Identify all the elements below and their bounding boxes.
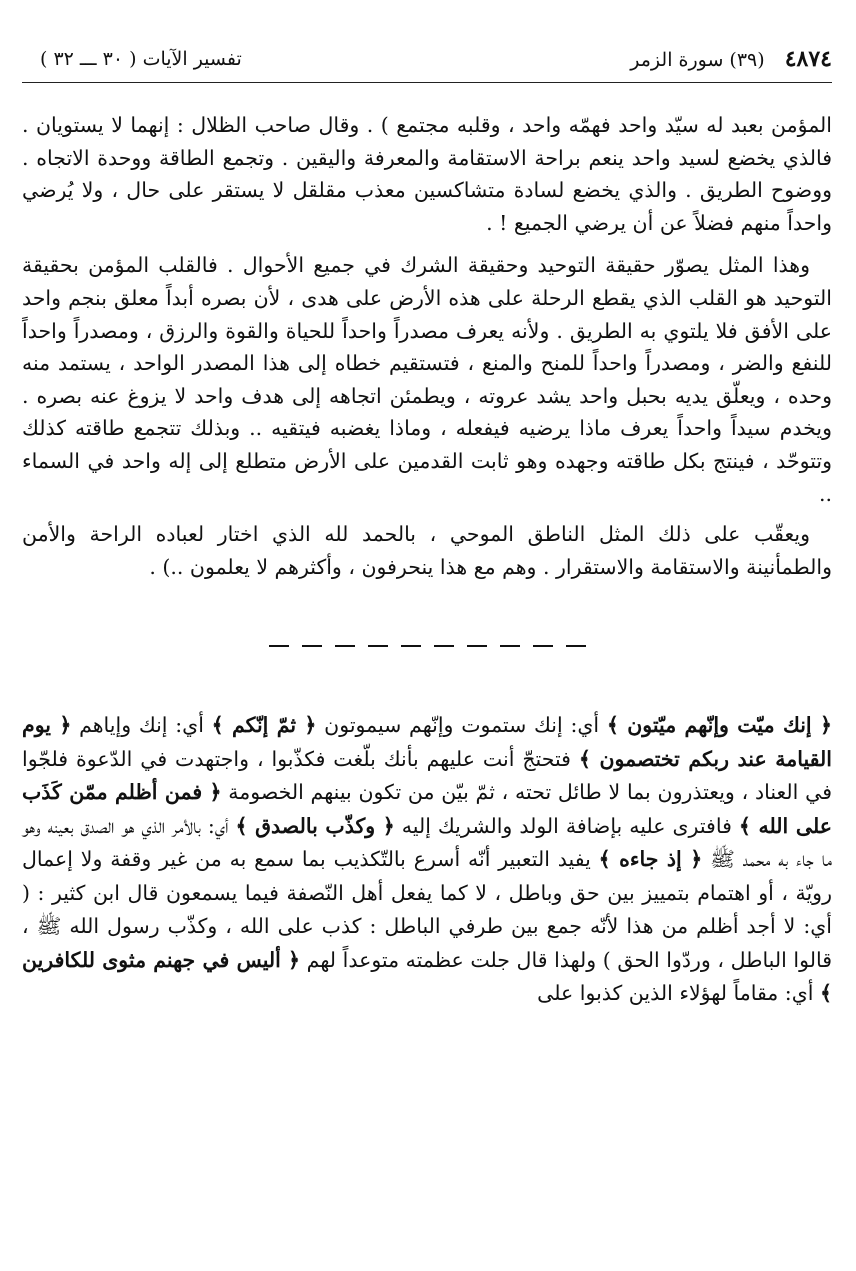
quran-verse-7: ﴿ أليس في جهنم مثوى للكافرين ﴾ (22, 947, 832, 1006)
divider-dash (434, 645, 454, 647)
quran-verse-3: ﴿ يوم القيامة عند ربكم تختصمون ﴾ (22, 713, 832, 771)
surah-title: (٣٩) سورة الزمر (630, 49, 765, 71)
divider-dash (401, 645, 421, 647)
divider-dash (500, 645, 520, 647)
document-page (22, 38, 832, 1258)
divider-dash (335, 645, 355, 647)
commentary-text-6: يفيد التعبير أنّه أسرع بالتّكذيب بما سمع به من غير وقفة ولا إعمال رويّة ، أو اهتمام بتمييز بين حق وباطل ، لا كما يفعل أهل النّصفة فيما يسمعون قال ابن كثير : ( أي: لا أجد أظلم من هذا لأنّه جمع بين طرفي الباطل : كذب على الله ، وكذّب رسول الله ﷺ ، قالوا الباطل ، وردّوا الحق ) ولهذا قال جلت عظمته متوعداً لهم (22, 847, 832, 972)
page-header (22, 38, 832, 83)
quran-verse-1: ﴿ إنك ميّت وإنّهم ميّتون ﴾ (606, 713, 832, 738)
section-divider (22, 635, 832, 665)
section-title: تفسير الآيات ( ٣٠ ـــ ٣٢ ) (40, 48, 242, 70)
commentary-text-5: أي: بالأمر الذي هو الصدق بعينه وهو ما جاء به محمد ﷺ (22, 813, 833, 872)
divider-dash (368, 645, 388, 647)
commentary-text-4: فافترى عليه بإضافة الولد والشريك إليه (394, 813, 739, 838)
paragraph-3: ويعقّب على ذلك المثل الناطق الموحي ، بالحمد لله الذي اختار لعباده الراحة والأمن والطمأنينة والاستقامة والاستقرار . وهم مع هذا ينحرفون ، وأكثرهم لا يعلمون ..) . (22, 522, 832, 579)
divider-dash (467, 645, 487, 647)
paragraph-1: المؤمن بعبد له سيّد واحد فهمّه واحد ، وقلبه مجتمع ) . وقال صاحب الظلال : إنهما لا يستويان . فالذي يخضع لسيد واحد ينعم براحة الاستقامة والمعرفة واليقين . وتجمع الطاقة ووحدة الاتجاه . ووضوح الطريق . والذي يخضع لسادة متشاكسين معذب مقلقل لا يستقر على حال ، ولا يُرضي واحداً منهم فضلاً عن أن يرضي الجميع ! . (22, 113, 832, 235)
commentary-text-7: أي: مقاماً لهؤلاء الذين كذبوا على (537, 981, 820, 1006)
commentary-paragraph (22, 709, 832, 1011)
quran-verse-4: ﴿ فمن أظلم ممّن كَذَب على الله ﴾ (22, 780, 832, 838)
paragraph-2: وهذا المثل يصوّر حقيقة التوحيد وحقيقة الشرك في جميع الأحوال . فالقلب المؤمن بحقيقة التوحيد هو القلب الذي يقطع الرحلة على هذه الأرض على هدى ، لأن بصره أبداً معلق بنجم واحد على الأفق فلا يلتوي به الطريق . ولأنه يعرف مصدراً واحداً للحياة والقوة والرزق ، ومصدراً واحداً للنفع والضر ، ومصدراً واحداً للمنح والمنع ، فتستقيم خطاه إلى هذا المصدر الواحد ، يستمد منه وحده ، ويعلّق يديه بحبل واحد يشد عروته ، ويطمئن اتجاهه إلى هدف واحد لا يزوغ عنه بصره . ويخدم سيداً واحداً يعرف ماذا يرضيه فيفعله ، وماذا يغضبه فيتقيه .. وبذلك تتجمع طاقته كذلك وتتوحّد ، فينتج بكل طاقته وجهده وهو ثابت القدمين على الأرض متطلع إلى إله واحد في السماء .. (22, 253, 832, 506)
commentary-text-3: فتحتجّ أنت عليهم بأنك بلّغت فكذّبوا ، واجتهدت في الدّعوة فلجّوا في العناد ، ويعتذرون بما لا طائل تحته ، ثمّ بيّن من تكون بينهم الخصومة (22, 746, 832, 805)
divider-dash (302, 645, 322, 647)
commentary-text-1: أي: إنك ستموت وإنّهم سيموتون (316, 713, 607, 738)
divider-dash (566, 645, 586, 647)
quran-verse-5: ﴿ وكذّب بالصدق ﴾ (235, 813, 395, 838)
quran-verse-2: ﴿ ثمّ إنّكم ﴾ (211, 713, 317, 738)
divider-dash (533, 645, 553, 647)
divider-dash (269, 645, 289, 647)
header-right (630, 46, 832, 72)
commentary-text-2: أي: إنك وإياهم (71, 713, 212, 738)
quran-verse-6: ﴿ إذ جاءه ﴾ (598, 847, 703, 872)
page-number: ٤٨٧٤ (784, 46, 832, 72)
